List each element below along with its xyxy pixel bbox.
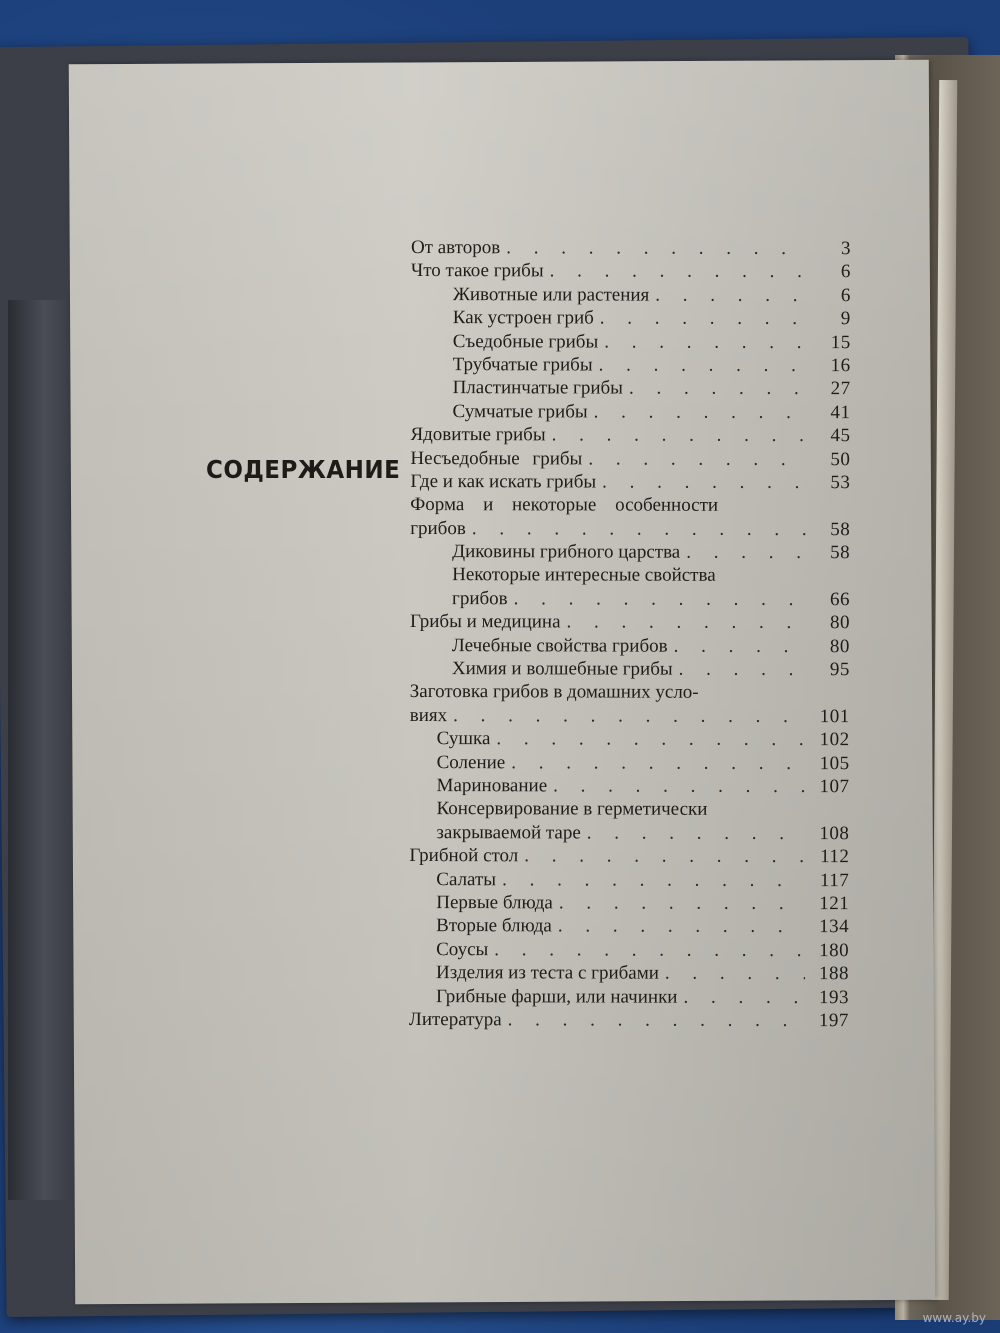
toc-entry-title: Как устроен гриб (452, 307, 594, 329)
toc-entry (409, 891, 849, 916)
toc-entry (411, 236, 851, 261)
toc-entry (411, 259, 851, 284)
table-of-contents (409, 236, 851, 1032)
toc-page-number: 95 (829, 659, 850, 681)
toc-entry (410, 563, 850, 588)
page-title: СОДЕРЖАНИЕ (206, 455, 401, 484)
toc-entry-title: закрываемой таре (436, 821, 581, 844)
toc-entry (410, 657, 850, 682)
toc-leader-dots (629, 377, 807, 401)
toc-entry-title: Консервирование в герметически (436, 798, 708, 821)
toc-entry-title: Пластинчатые грибы (452, 377, 623, 399)
toc-entry-title: Грибные фарши, или начинки (435, 985, 678, 1008)
toc-entry-title: Съедобные грибы (452, 330, 599, 353)
toc-page-number: 41 (830, 401, 851, 423)
cover-edge (8, 300, 68, 1200)
toc-page-number: 197 (818, 1009, 849, 1032)
toc-entry-title: Несъедобные грибы (410, 447, 583, 469)
toc-leader-dots (587, 821, 806, 845)
toc-leader-dots (604, 330, 807, 354)
toc-entry-title: Грибной стол (409, 845, 519, 867)
toc-entry (410, 704, 850, 729)
toc-entry (410, 517, 850, 542)
toc-page-number: 58 (830, 542, 851, 564)
toc-entry (410, 423, 850, 448)
toc-entry-title: Где и как искать грибы (410, 470, 597, 493)
toc-leader-dots (496, 727, 805, 751)
toc-leader-dots (683, 985, 805, 1009)
toc-leader-dots (559, 891, 805, 915)
toc-page-number: 101 (819, 705, 850, 727)
toc-entry-title: Животные или растения (452, 283, 650, 306)
toc-leader-dots (511, 751, 805, 775)
toc-entry (409, 961, 849, 986)
toc-entry-title: Что такое грибы (410, 260, 544, 282)
toc-leader-dots (588, 447, 806, 471)
toc-leader-dots (514, 587, 806, 611)
toc-entry (410, 447, 850, 472)
toc-entry-title: Ядовитые грибы (410, 424, 546, 446)
toc-leader-dots (600, 307, 807, 331)
toc-entry (410, 727, 850, 752)
toc-entry-title: грибов (452, 587, 508, 610)
toc-leader-dots (508, 1008, 805, 1032)
toc-page-number: 188 (819, 963, 850, 985)
toc-page-number: 6 (840, 284, 851, 306)
toc-leader-dots (567, 611, 807, 635)
toc-entry (411, 283, 851, 308)
toc-entry (411, 306, 851, 331)
toc-leader-dots (524, 844, 805, 868)
toc-leader-dots (679, 658, 806, 682)
toc-entry-title: Литература (408, 1008, 502, 1031)
toc-entry (409, 844, 849, 869)
toc-entry-title: От авторов (410, 237, 501, 259)
toc-leader-dots (553, 774, 805, 798)
toc-entry-title: Химия и волшебные грибы (451, 658, 673, 680)
toc-entry-title: Форма и некоторые особенности (410, 494, 719, 517)
toc-page-number: 105 (819, 752, 850, 774)
toc-entry-title: Диковины грибного царства (452, 541, 681, 563)
toc-page-number: 117 (819, 869, 850, 891)
toc-page-number: 102 (819, 729, 850, 751)
toc-leader-dots (453, 704, 806, 728)
toc-page-number: 121 (819, 893, 850, 915)
toc-page-number: 50 (830, 448, 851, 470)
toc-entry-title: Грибы и медицина (409, 611, 561, 633)
toc-page-number: 27 (830, 378, 851, 400)
toc-entry-title: Сумчатые грибы (452, 400, 588, 423)
toc-leader-dots (602, 470, 806, 494)
toc-page-number: 45 (830, 425, 851, 447)
toc-entry-title: Заготовка грибов в домашних усло- (409, 681, 699, 704)
toc-leader-dots (558, 915, 805, 939)
toc-entry (409, 821, 849, 846)
toc-entry-title: Изделия из теста с грибами (436, 962, 659, 984)
toc-page-number: 53 (830, 472, 851, 494)
toc-entry (411, 400, 851, 425)
toc-entry-title: Лечебные свойства грибов (451, 634, 668, 657)
toc-entry-title: Некоторые интересные свойства (452, 564, 716, 587)
toc-page-number: 3 (840, 238, 851, 260)
toc-leader-dots (686, 541, 806, 565)
toc-entry (410, 587, 850, 612)
toc-entry-title: грибов (410, 517, 466, 539)
toc-entry (411, 330, 851, 355)
toc-page-number: 112 (820, 846, 850, 868)
toc-leader-dots (552, 423, 807, 447)
toc-entry (411, 353, 851, 378)
toc-entry-title: Салаты (436, 868, 497, 890)
toc-page-number: 80 (829, 612, 851, 634)
toc-entry (410, 470, 850, 495)
toc-leader-dots (506, 236, 807, 260)
toc-leader-dots (472, 517, 806, 541)
toc-entry-title: Маринование (436, 775, 548, 797)
toc-entry-title: Вторые блюда (436, 915, 552, 937)
toc-leader-dots (674, 634, 806, 658)
toc-leader-dots (502, 868, 805, 892)
toc-leader-dots (594, 400, 807, 424)
toc-page-number: 58 (830, 518, 851, 540)
toc-page-number: 193 (818, 986, 850, 1008)
toc-leader-dots (655, 283, 807, 307)
toc-page-number: 80 (829, 635, 850, 657)
toc-entry (410, 493, 850, 518)
toc-entry-title: Трубчатые грибы (452, 354, 593, 376)
toc-entry (409, 797, 849, 822)
toc-entry (409, 868, 849, 893)
toc-entry (410, 751, 850, 776)
toc-entry (410, 774, 850, 799)
toc-entry (410, 540, 850, 565)
toc-entry (411, 376, 851, 401)
toc-entry-title: Первые блюда (436, 892, 553, 914)
toc-entry-title: Сушка (436, 728, 491, 750)
toc-entry (409, 938, 849, 963)
toc-page-number: 15 (830, 331, 851, 353)
toc-leader-dots (494, 938, 805, 962)
toc-entry (410, 634, 850, 659)
toc-page-number: 9 (840, 308, 851, 330)
toc-entry (409, 984, 849, 1009)
watermark-text: www.ay.by (922, 1311, 986, 1325)
toc-leader-dots (665, 962, 805, 986)
toc-entry-title: виях (409, 704, 448, 726)
toc-page-number: 134 (819, 916, 850, 938)
toc-entry (410, 680, 850, 705)
toc-entry-title: Соление (436, 751, 506, 773)
toc-page-number: 6 (840, 261, 851, 283)
toc-page-number: 108 (819, 822, 850, 844)
toc-entry (409, 914, 849, 939)
toc-page-number: 107 (819, 776, 850, 798)
toc-entry (410, 610, 850, 635)
toc-page-number: 180 (819, 939, 850, 961)
toc-leader-dots (550, 260, 807, 284)
toc-leader-dots (599, 353, 807, 377)
toc-page-number: 16 (830, 355, 851, 377)
toc-page-number: 66 (830, 588, 851, 611)
toc-entry-title: Соусы (436, 938, 489, 960)
toc-entry (409, 1008, 849, 1033)
